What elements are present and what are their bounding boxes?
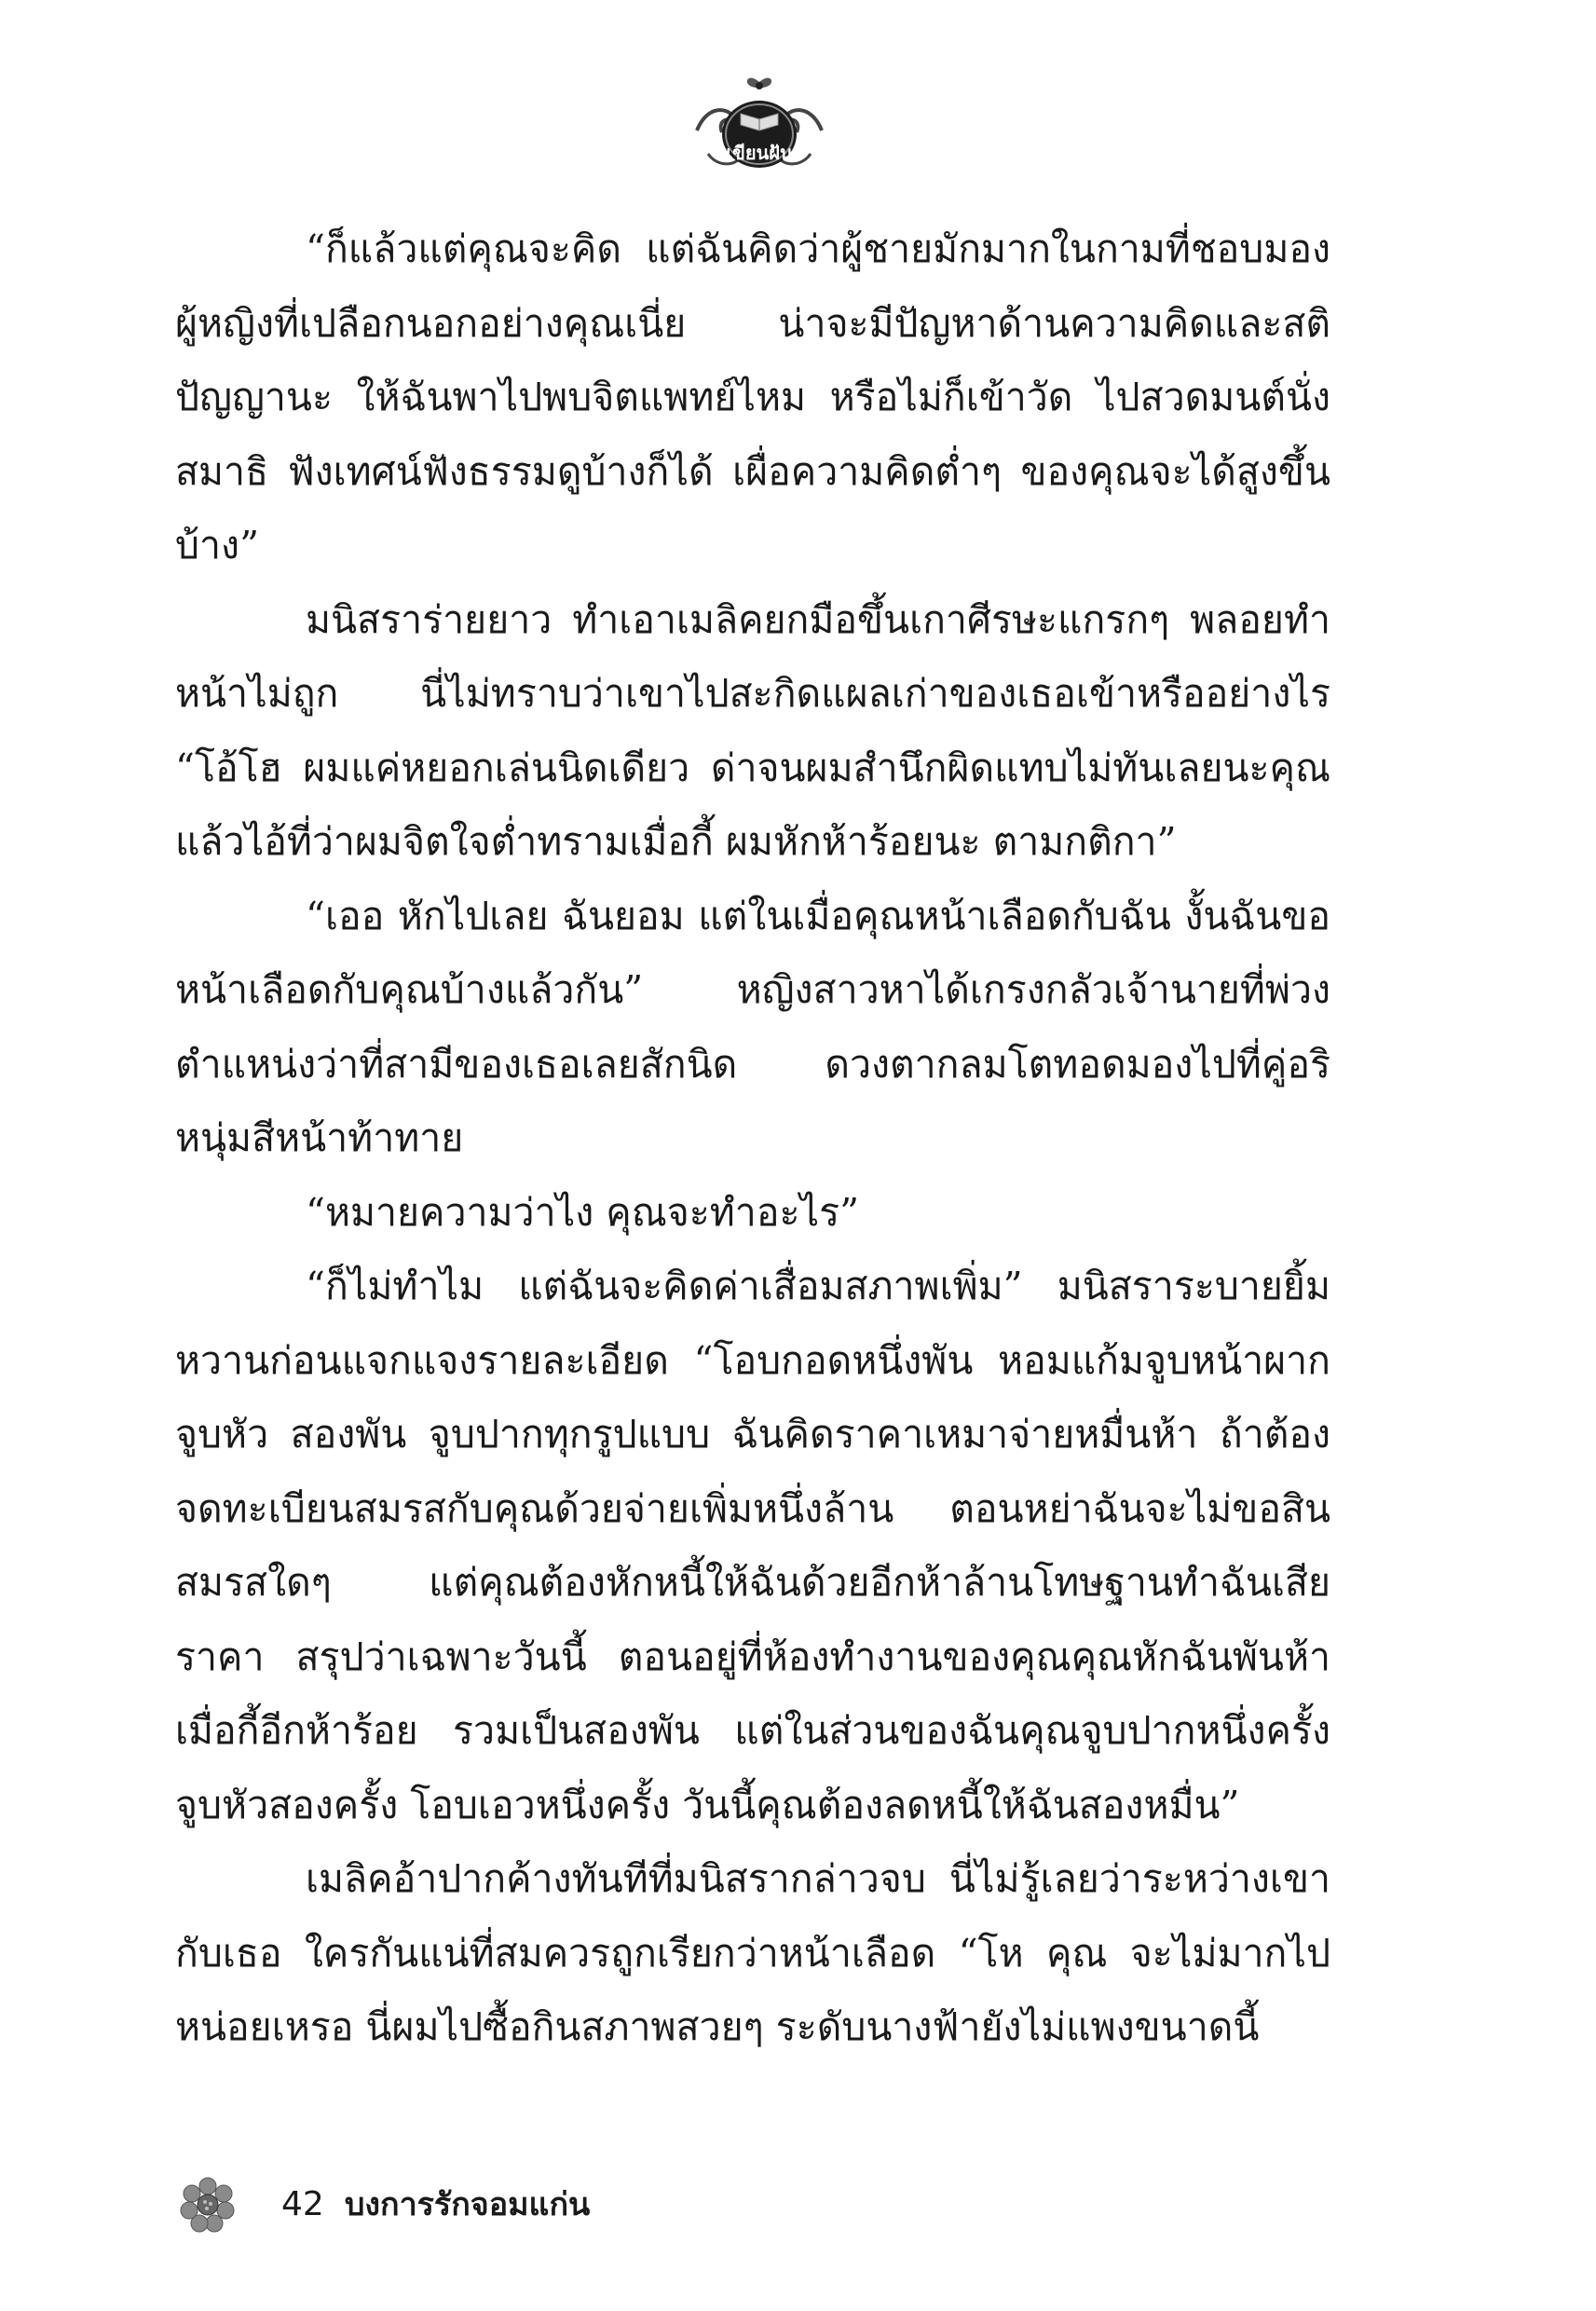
book-title: บงการรักจอมแก่น — [344, 2186, 591, 2223]
paragraph: “ก็ไม่ทำไม แต่ฉันจะคิดค่าเสื่อมสภาพเพิ่ม” มนิสราระบายยิ้มหวานก่อนแจกแจงรายละเอียด “โอบกอดหนึ่งพัน หอมแก้มจูบหน้าผาก จูบหัว สองพัน จูบปากทุกรูปแบบ ฉันคิดราคาเหมาจ่ายหมื่นห้า ถ้าต้องจดทะเบียนสมรสกับคุณด้วยจ่ายเพิ่มหนึ่งล้าน ตอนหย่าฉันจะไม่ขอสินสมรสใดๆ แต่คุณต้องหักหนี้ให้ฉันด้วยอีกห้าล้านโทษฐานทำฉันเสียราคา สรุปว่าเฉพาะวันนี้ ตอนอยู่ที่ห้องทำงานของคุณคุณหักฉันพันห้า เมื่อกี้อีกห้าร้อย รวมเป็นสองพัน แต่ในส่วนของฉันคุณจูบปากหนึ่งครั้ง จูบหัวสองครั้ง โอบเอวหนึ่งครั้ง วันนี้คุณต้องลดหนี้ให้ฉันสองหมื่น” — [175, 1264, 1330, 1827]
paragraph: เมลิคอ้าปากค้างทันทีที่มนิสรากล่าวจบ นี่ไม่รู้เลยว่าระหว่างเขากับเธอ ใครกันแน่ที่สมควรถูกเรียกว่าหน้าเลือด “โห คุณ จะไม่มากไปหน่อยเหรอ นี่ผมไปซื้อกินสภาพสวยๆ ระดับนางฟ้ายังไม่แพงขนาดนี้ — [175, 1856, 1330, 2049]
publisher-logo-text: เขียนฝัน — [726, 142, 793, 164]
paragraph: มนิสราร่ายยาว ทำเอาเมลิคยกมือขึ้นเกาศีรษะแกรกๆ พลอยทำหน้าไม่ถูก นี่ไม่ทราบว่าเขาไปสะกิดแผลเก่าของเธอเข้าหรืออย่างไร “โอ้โฮ ผมแค่หยอกเล่นนิดเดียว ด่าจนผมสำนึกผิดแทบไม่ทันเลยนะคุณ แล้วไอ้ที่ว่าผมจิตใจต่ำทรามเมื่อกี้ ผมหักห้าร้อยนะ ตามกติกา” — [175, 596, 1330, 864]
page-number: 42 — [281, 2184, 324, 2223]
paragraph: “เออ หักไปเลย ฉันยอม แต่ในเมื่อคุณหน้าเลือดกับฉัน งั้นฉันขอหน้าเลือดกับคุณบ้างแล้วกัน” หญิงสาวหาได้เกรงกลัวเจ้านายที่พ่วงตำแหน่งว่าที่สามีของเธอเลยสักนิด ดวงตากลมโตทอดมองไปที่คู่อริหนุ่มสีหน้าท้าทาย — [175, 893, 1330, 1160]
paragraph: “ก็แล้วแต่คุณจะคิด แต่ฉันคิดว่าผู้ชายมักมากในกามที่ชอบมองผู้หญิงที่เปลือกนอกอย่างคุณเนี่ย น่าจะมีปัญหาด้านความคิดและสติปัญญานะ ให้ฉันพาไปพบจิตแพทย์ไหม หรือไม่ก็เข้าวัด ไปสวดมนต์นั่งสมาธิ ฟังเทศน์ฟังธรรมดูบ้างก็ได้ เผื่อความคิดต่ำๆ ของคุณจะได้สูงขึ้นบ้าง” — [175, 226, 1330, 567]
paragraph: “หมายความว่าไง คุณจะทำอะไร” — [306, 1189, 860, 1235]
publisher-logo — [689, 65, 829, 177]
chapter-body-text — [175, 212, 1330, 2065]
page-footer — [177, 2171, 590, 2236]
flower-ornament-icon — [177, 2173, 239, 2235]
